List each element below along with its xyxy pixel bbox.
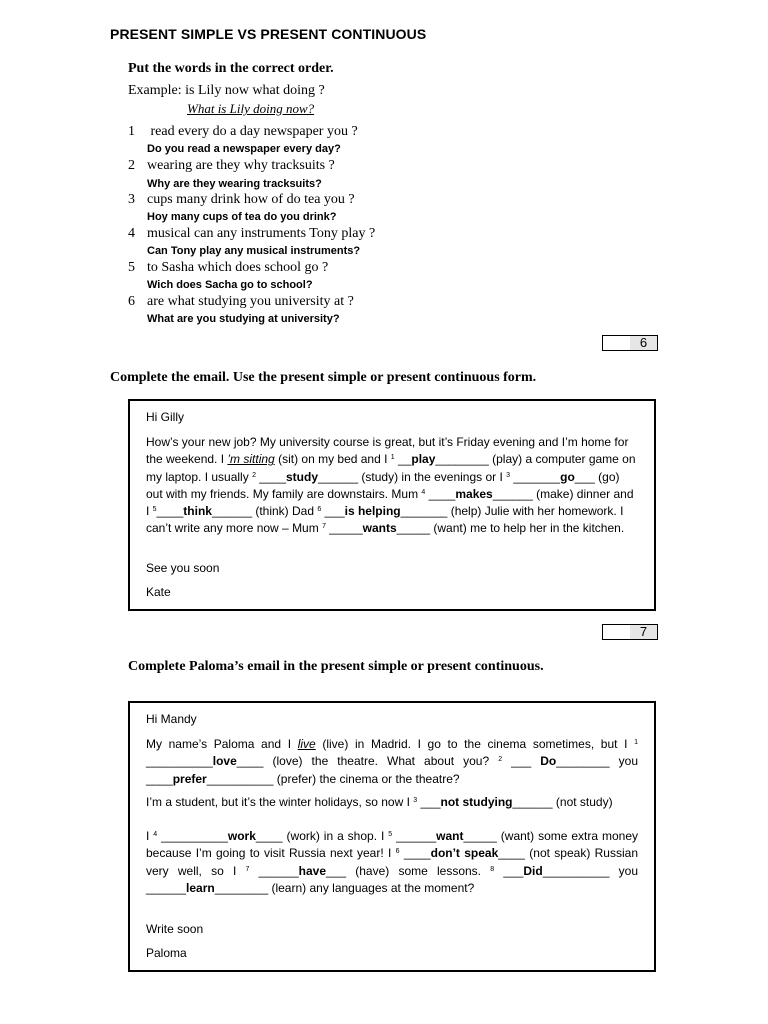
answer-text: Wich does Sacha go to school? xyxy=(147,279,313,291)
question-number: 5 xyxy=(128,260,135,275)
question-row xyxy=(128,294,354,310)
gap-answer: work xyxy=(227,829,256,843)
question-text: read every do a day newspaper you ? xyxy=(150,124,358,139)
section1-instruction: Put the words in the correct order. xyxy=(128,61,334,76)
answer-text: Hoy many cups of tea do you drink? xyxy=(147,211,337,223)
gap-answer: play xyxy=(411,452,436,467)
gap-number: 7 xyxy=(245,865,250,873)
score-blank xyxy=(603,625,631,639)
gap-answer: love xyxy=(212,754,237,769)
score-blank xyxy=(603,336,631,350)
answer-text: Can Tony play any musical instruments? xyxy=(147,245,361,257)
score-value: 6 xyxy=(630,336,657,350)
question-text: cups many drink how of do tea you ? xyxy=(147,192,355,207)
gap-answer: don’t speak xyxy=(430,846,499,861)
question-number: 4 xyxy=(128,226,135,241)
gap-answer: learn xyxy=(186,880,215,895)
gap-answer: Did xyxy=(523,863,543,878)
gap-answer: want xyxy=(436,829,464,843)
email-paragraph-3: I $^4$ __________work____ (work) in a shop. I $^5$ ______want_____ (want) some extra money because I’m going to visit Russia next year! I $^6$ ____don’t speak____ (not speak) Russian very well, so I $^7$ ______have___ (have) some lessons. $^8$ ___Did__________ you ______learn________ (learn) any languages at the moment? xyxy=(146,829,638,895)
question-row xyxy=(128,192,355,208)
email-paragraph-2: I’m a student, but it’s the winter holidays, so now I $^3$ ___not studying______ (not study) xyxy=(146,795,613,809)
score-box xyxy=(602,624,658,640)
gap-number: 2 xyxy=(498,756,503,764)
score-value: 7 xyxy=(630,625,657,639)
gap-answer: think xyxy=(183,504,212,519)
question-row xyxy=(128,158,335,174)
email-signature: Kate xyxy=(146,585,171,599)
email-box-gilly xyxy=(128,399,656,611)
gap-answer: Do xyxy=(540,754,557,769)
gap-answer: prefer xyxy=(172,771,207,786)
gap-answer: have xyxy=(298,863,326,878)
email-signature: Paloma xyxy=(146,946,187,960)
answer-text: Do you read a newspaper every day? xyxy=(147,143,341,155)
question-text: musical can any instruments Tony play ? xyxy=(147,226,376,241)
gap-number: 4 xyxy=(153,831,158,838)
question-text: wearing are they why tracksuits ? xyxy=(147,158,335,173)
gap-answer: not studying xyxy=(440,795,513,809)
example-verb: ’m sitting xyxy=(227,452,275,467)
section1-example-answer: What is Lily doing now? xyxy=(187,101,315,116)
email-body: How’s your new job? My university course is great, but it’s Friday evening and I’m home for the weekend. I ’m sitting (sit) on my bed and I $^1$ __play________ (play) a computer game on my laptop. I usually $^2$ ____study______ (study) in the evenings or I $^3$ _______go___ (go) out with my friends. My family are downstairs. Mum $^4$ ____makes______ (make) dinner and I $^5$____think______ (think) Dad $^6$ ___is helping_______ (help) Julie with her homework. I can’t write any more now – Mum $^7$ _____wants_____ (want) me to help her in the kitchen. xyxy=(146,435,636,536)
question-number: 2 xyxy=(128,158,135,173)
gap-number: 3 xyxy=(413,797,418,804)
example-verb: live xyxy=(297,737,316,751)
section3-instruction: Complete Paloma’s email in the present simple or present continuous. xyxy=(128,659,544,674)
question-row xyxy=(128,260,328,276)
section2-instruction: Complete the email. Use the present simple or present continuous form. xyxy=(110,370,537,385)
score-box xyxy=(602,335,658,351)
gap-number: 2 xyxy=(252,471,256,479)
gap-number: 4 xyxy=(421,488,426,496)
email-paragraph-1: My name’s Paloma and I live (live) in Madrid. I go to the cinema sometimes, but I $^1$ __________love____ (love) the theatre. What about you? $^2$ ___ Do________ you ____prefer__________ (prefer) the cinema or the theatre? xyxy=(146,737,638,786)
gap-answer: wants xyxy=(362,521,397,536)
gap-answer: makes xyxy=(455,486,493,501)
page-title: PRESENT SIMPLE VS PRESENT CONTINUOUS xyxy=(110,26,427,42)
gap-answer: go xyxy=(560,469,575,484)
email-signoff: See you soon xyxy=(146,561,220,575)
gap-answer: is helping xyxy=(344,504,401,519)
question-text: are what studying you university at ? xyxy=(147,294,354,309)
gap-number: 7 xyxy=(322,523,326,531)
question-text: to Sasha which does school go ? xyxy=(147,260,329,275)
gap-number: 3 xyxy=(506,471,511,479)
gap-number: 6 xyxy=(395,848,400,856)
gap-number: 5 xyxy=(388,831,393,838)
gap-number: 1 xyxy=(390,454,395,462)
email-signoff: Write soon xyxy=(146,922,204,936)
answer-text: Why are they wearing tracksuits? xyxy=(147,178,322,190)
question-number: 3 xyxy=(128,192,135,207)
gap-number: 8 xyxy=(490,865,495,873)
question-number: 6 xyxy=(128,294,135,309)
gap-answer: study xyxy=(286,469,319,484)
gap-number: 6 xyxy=(317,506,322,514)
gap-number: 1 xyxy=(634,739,638,746)
answer-text: What are you studying at university? xyxy=(147,313,340,325)
email-greeting: Hi Mandy xyxy=(146,712,197,726)
question-row xyxy=(128,226,375,242)
question-row xyxy=(128,124,358,140)
section1-example: Example: is Lily now what doing ? xyxy=(128,83,325,98)
email-greeting: Hi Gilly xyxy=(146,410,184,424)
question-number: 1 xyxy=(128,124,135,139)
gap-number: 5 xyxy=(152,506,157,514)
email-box-mandy xyxy=(128,701,656,972)
